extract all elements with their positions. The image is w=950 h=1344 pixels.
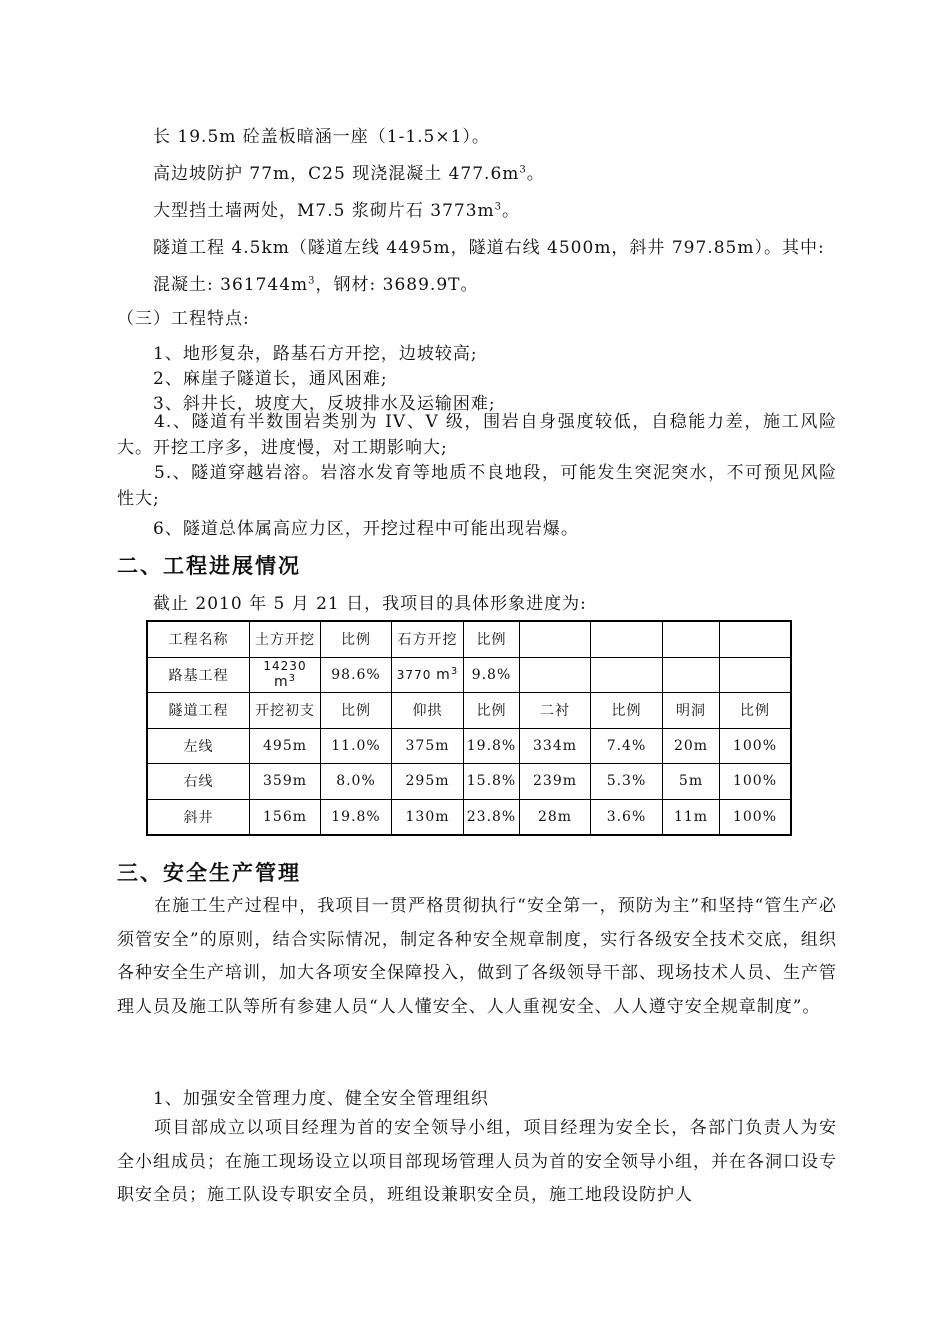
table-cell: 3.6% [591, 799, 663, 835]
table-cell: 路基工程 [147, 657, 250, 693]
feature-item: 5.、隧道穿越岩溶。岩溶水发育等地质不良地段，可能发生突泥突水，不可预见风险性大; [117, 463, 837, 509]
table-cell: 斜井 [147, 799, 250, 835]
table-cell [520, 657, 591, 693]
table-cell: 二衬 [520, 693, 591, 729]
table-cell: 295m [392, 764, 464, 800]
table-cell: 19.8% [464, 728, 520, 764]
table-cell: 495m [250, 728, 321, 764]
table-cell: 375m [392, 728, 464, 764]
table-cell: 工程名称 [147, 621, 250, 657]
table-cell: 开挖初支 [250, 693, 321, 729]
table-cell [663, 657, 720, 693]
table-cell: 3770 $m^3$ [392, 657, 464, 693]
table-cell: 仰拱 [392, 693, 464, 729]
table-cell: 比例 [720, 693, 792, 729]
table-cell [520, 621, 591, 657]
table-cell: 左线 [147, 728, 250, 764]
safety-paragraph: 项目部成立以项目经理为首的安全领导小组，项目经理为安全长，各部门负责人为安全小组成员；在施工现场设立以项目部现场管理人员为首的安全领导小组，并在各洞口设专职安全员；施工队设专职安全员，班组设兼职安全员，施工地段设防护人 [117, 1118, 837, 1205]
table-cell: 7.4% [591, 728, 663, 764]
table-cell: 100% [720, 728, 792, 764]
table-cell: 334m [520, 728, 591, 764]
progress-intro: 截止 2010 年 5 月 21 日，我项目的具体形象进度为: [153, 594, 587, 614]
text-line-culvert: 长 19.5m 砼盖板暗涵一座（1-1.5×1）。 [153, 127, 490, 147]
text-line-concrete-steel: 混凝土: $361744m^3$，钢材: 3689.9T。 [153, 275, 479, 295]
safety-paragraph: 在施工生产过程中，我项目一贯严格贯彻执行“安全第一，预防为主”和坚持“管生产必须管安全”的原则，结合实际情况，制定各种安全规章制度，实行各级安全技术交底，组织各种安全生产培训，加大各项安全保障投入，做到了各级领导干部、现场技术人员、生产管理人员及施工队等所有参建人员“人人懂安全、人人重视安全、人人遵守安全规章制度”。 [117, 896, 837, 1017]
table-cell: 比例 [321, 693, 392, 729]
table-cell: 比例 [591, 693, 663, 729]
table-cell: 11.0% [321, 728, 392, 764]
table-row [147, 764, 791, 800]
table-cell: 明洞 [663, 693, 720, 729]
feature-item: 4.、隧道有半数围岩类别为 IV、V 级，围岩自身强度较低，自稳能力差，施工风险大。开挖工序多，进度慢，对工期影响大; [117, 412, 837, 458]
table-cell: 9.8% [464, 657, 520, 693]
table-cell: 28m [520, 799, 591, 835]
table-cell: 156m [250, 799, 321, 835]
section-heading-progress: 二、工程进展情况 [117, 554, 301, 578]
table-cell: 20m [663, 728, 720, 764]
table-cell: 98.6% [321, 657, 392, 693]
table-cell: 23.8% [464, 799, 520, 835]
table-cell: 比例 [464, 621, 520, 657]
table-cell: 14230 $m^3$ [250, 657, 321, 693]
table-cell: 15.8% [464, 764, 520, 800]
table-cell [720, 621, 792, 657]
table-cell: 石方开挖 [392, 621, 464, 657]
feature-item: 6、隧道总体属高应力区，开挖过程中可能出现岩爆。 [153, 519, 579, 539]
progress-table [146, 620, 792, 836]
table-cell: 5.3% [591, 764, 663, 800]
table-cell: 8.0% [321, 764, 392, 800]
table-row [147, 693, 791, 729]
table-cell: 隧道工程 [147, 693, 250, 729]
feature-item: 3、斜井长，坡度大，反坡排水及运输困难; [153, 394, 496, 414]
table-cell: 19.8% [321, 799, 392, 835]
features-heading: （三）工程特点: [117, 309, 250, 329]
table-row [147, 728, 791, 764]
table-cell [663, 621, 720, 657]
table-cell: 右线 [147, 764, 250, 800]
feature-item: 1、地形复杂，路基石方开挖，边坡较高; [153, 344, 478, 364]
feature-item: 2、麻崖子隧道长，通风困难; [153, 369, 388, 389]
table-cell [591, 657, 663, 693]
table-cell: 100% [720, 799, 792, 835]
table-cell [720, 657, 792, 693]
table-row [147, 799, 791, 835]
table-cell: 土方开挖 [250, 621, 321, 657]
table-cell: 359m [250, 764, 321, 800]
table-cell: 100% [720, 764, 792, 800]
table-row [147, 657, 791, 693]
table-cell: 比例 [321, 621, 392, 657]
table-cell: 比例 [464, 693, 520, 729]
table-cell: 239m [520, 764, 591, 800]
table-cell [591, 621, 663, 657]
table-row [147, 621, 791, 657]
text-line-slope-protection: 高边坡防护 77m，C25 现浇混凝土 $477.6m^3$。 [153, 164, 545, 184]
table-cell: 11m [663, 799, 720, 835]
text-line-retaining-wall: 大型挡土墙两处，M7.5 浆砌片石 $3773m^3$。 [153, 201, 521, 221]
table-cell: 130m [392, 799, 464, 835]
safety-subheading: 1、加强安全管理力度、健全安全管理组织 [153, 1089, 489, 1109]
section-heading-safety: 三、安全生产管理 [117, 861, 301, 885]
table-cell: 5m [663, 764, 720, 800]
text-line-tunnel-project: 隧道工程 4.5km（隧道左线 4495m，隧道右线 4500m，斜井 797.85m）。其中: [153, 238, 825, 258]
